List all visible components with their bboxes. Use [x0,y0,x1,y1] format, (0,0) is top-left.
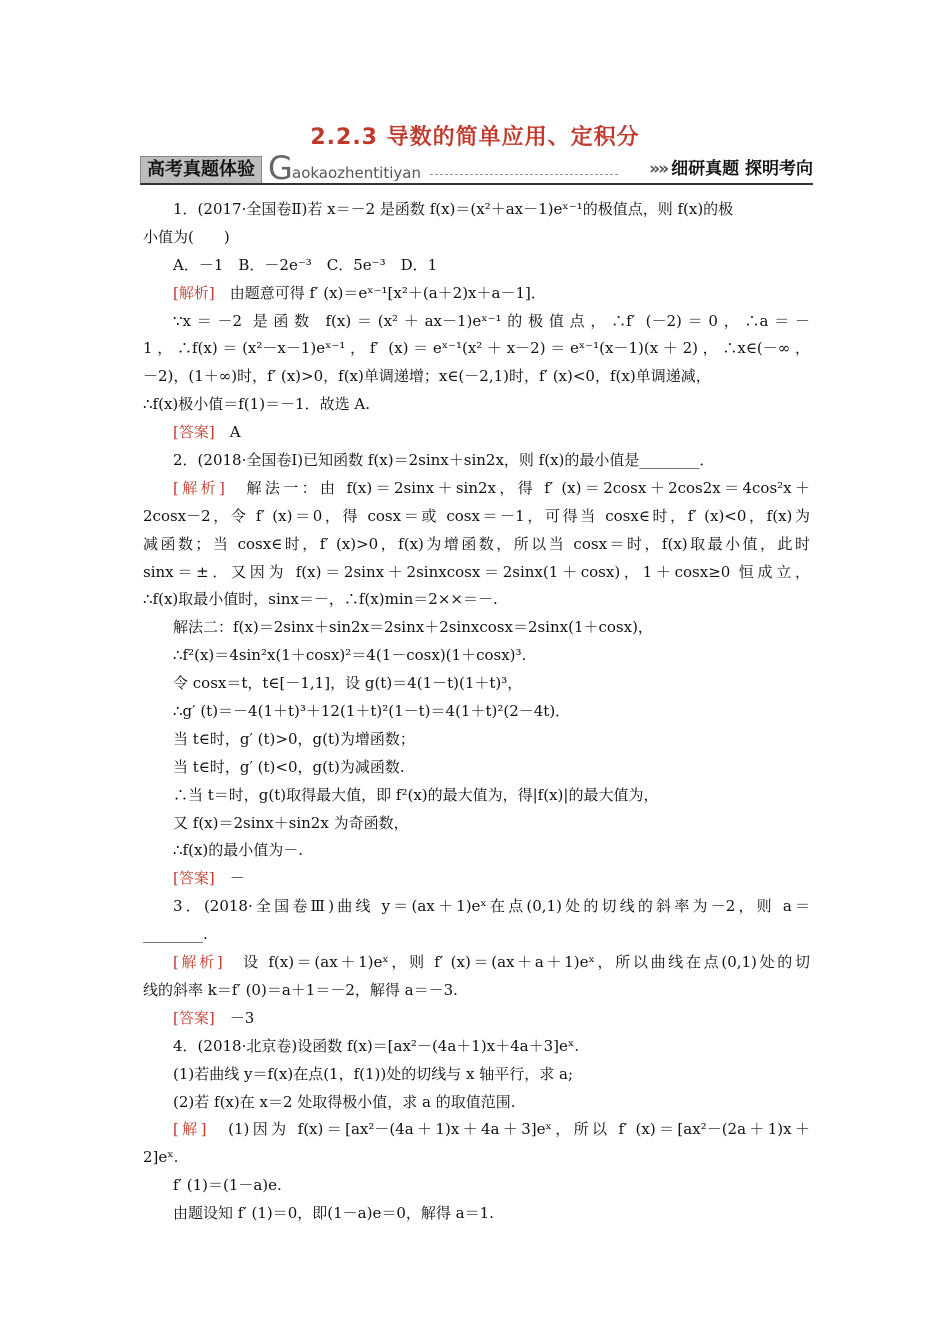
label-analysis: [解析] [173,478,225,497]
text-line [143,391,810,419]
line-text: 2．(2018·全国卷Ⅰ)已知函数 f(x)＝2sinx＋sin2x，则 f(x)的最小值是________． [173,451,715,470]
text-line [143,1033,810,1061]
text-line [143,614,810,642]
line-text: 当 t∈时，g′ (t)>0，g(t)为增函数； [173,729,415,748]
banner-right [649,158,813,180]
line-text: 2cosx－2，令 f′ (x)＝0，得 cosx＝或 cosx＝－1，可得当 cosx∈时，f′ (x)<0，f(x)为 [143,506,810,525]
text-line [143,224,810,252]
text-line [143,1172,810,1200]
line-text: ∴当 t＝时，g(t)取得最大值，即 f²(x)的最大值为，得|f(x)|的最大值为， [173,785,659,804]
text-line [143,837,810,865]
text-line [143,1144,810,1172]
section-banner [140,149,813,187]
text-line [143,363,810,391]
line-text: 由题设知 f′ (1)＝0，即(1－a)e＝0，解得 a＝1. [173,1204,494,1223]
banner-underline [140,183,813,185]
text-line [143,726,810,754]
label-solution: [解] [173,1120,207,1139]
section-title: 2.2.3 导数的简单应用、定积分 [310,125,640,150]
text-line [143,308,810,336]
label-analysis: [解析] [173,953,223,972]
line-text: － [214,869,245,888]
banner-dashed-line [430,174,618,175]
text-line [143,865,810,893]
line-text: 令 cosx＝t，t∈[－1,1]，设 g(t)＝4(1－t)(1＋t)³， [173,674,523,693]
document-body [143,196,810,1228]
text-line [143,977,810,1005]
line-text: 1．(2017·全国卷Ⅱ)若 x＝－2 是函数 f(x)＝(x²＋ax－1)eˣ⁻¹的极值点，则 f(x)的极 [173,200,734,218]
line-text: ________. [143,925,208,944]
line-text: 小值为( ) [143,227,230,246]
text-line [143,1005,810,1033]
line-text: A．－1 B．－2e⁻³ C．5e⁻³ D．1 [173,255,438,274]
chevron-right-icon: »» [649,159,668,179]
text-line [143,698,810,726]
line-text: 又 f(x)＝2sinx＋sin2x 为奇函数， [173,813,409,832]
line-text: 减函数；当 cosx∈时，f′ (x)>0，f(x)为增函数，所以当 cosx＝时，f(x)取最小值，此时 [143,534,810,553]
line-text: (1)若曲线 y＝f(x)在点(1，f(1))处的切线与 x 轴平行，求 a; [173,1064,574,1083]
banner-pinyin: aokaozhentitiyan [292,164,421,182]
line-text: 线的斜率 k＝f′ (0)＝a＋1＝－2，解得 a＝－3. [143,980,458,999]
line-text: 当 t∈时，g′ (t)<0，g(t)为减函数. [173,757,405,776]
line-text: 由题意可得 f′ (x)＝eˣ⁻¹[x²＋(a＋2)x＋a－1]． [214,283,546,302]
text-line [143,586,810,614]
text-line [143,280,810,308]
line-text: ∴f(x)取最小值时，sinx＝－，∴f(x)min＝2××＝－. [143,590,498,609]
line-text: (2)若 f(x)在 x＝2 处取得极小值，求 a 的取值范围. [173,1092,516,1111]
line-text: －2)，(1＋∞)时，f′ (x)>0，f(x)单调递增；x∈(－2,1)时，f′ (x)<0，f(x)单调递减， [143,367,711,386]
line-text: 解法一：由 f(x)＝2sinx＋sin2x，得 f′ (x)＝2cosx＋2cos2x＝4cos²x＋ [224,478,810,497]
line-text: ∵x＝－2 是函数 f(x)＝(x²＋ax－1)eˣ⁻¹的极值点，∴f′ (－2)＝0，∴a＝－ [173,311,810,330]
label-answer: [答案] [173,869,215,888]
text-line [143,1200,810,1228]
line-text: 3．(2018·全国卷Ⅲ)曲线 y＝(ax＋1)eˣ在点(0,1)处的切线的斜率为－2，则 a＝ [173,897,810,916]
label-analysis: [解析] [173,283,215,302]
text-line [143,810,810,838]
text-line [143,559,810,587]
line-text: ∴f(x)的最小值为－. [173,841,304,860]
line-text: ∴f(x)极小值＝f(1)＝－1．故选 A. [143,395,370,414]
line-text: 解法二：f(x)＝2sinx＋sin2x＝2sinx＋2sinxcosx＝2sinx(1＋cosx)， [173,618,653,637]
text-line [143,949,810,977]
text-line [143,252,810,280]
line-text: A [214,423,241,442]
line-text: 4．(2018·北京卷)设函数 f(x)＝[ax²－(4a＋1)x＋4a＋3]eˣ. [173,1036,580,1055]
label-answer: [答案] [173,423,215,442]
text-line [143,754,810,782]
text-line [143,642,810,670]
line-text: f′ (1)＝(1－a)e. [173,1176,282,1195]
text-line [143,447,810,475]
line-text: ∴f²(x)＝4sin²x(1＋cosx)²＝4(1－cosx)(1＋cosx)³. [173,646,527,665]
text-line [143,196,810,224]
text-line [143,531,810,559]
label-answer: [答案] [173,1008,215,1027]
line-text: (1)因为 f(x)＝[ax²－(4a＋1)x＋4a＋3]eˣ，所以 f′ (x)＝[ax²－(2a＋1)x＋ [206,1120,810,1139]
text-line [143,1089,810,1117]
banner-right-label: 细研真题 探明考向 [671,159,813,179]
text-line [143,1061,810,1089]
text-line [143,475,810,503]
text-line [143,893,810,921]
line-text: －3 [214,1008,255,1027]
text-line [143,921,810,949]
text-line [143,670,810,698]
line-text: ∴g′ (t)＝－4(1＋t)³＋12(1＋t)²(1－t)＝4(1＋t)²(2－4t)． [173,702,571,721]
line-text: 设 f(x)＝(ax＋1)eˣ，则 f′ (x)＝(ax＋a＋1)eˣ，所以曲线在点(0,1)处的切 [222,953,810,972]
banner-g-letter: G [268,149,293,187]
text-line [143,419,810,447]
line-text: 1，∴f(x)＝(x²－x－1)eˣ⁻¹，f′ (x)＝eˣ⁻¹(x²＋x－2)＝eˣ⁻¹(x－1)(x＋2)，∴x∈(－∞， [143,339,810,358]
text-line [143,503,810,531]
line-text: 2]eˣ. [143,1148,179,1167]
line-text: sinx＝±．又因为 f(x)＝2sinx＋2sinxcosx＝2sinx(1＋cosx)，1＋cosx≥0 恒成立， [143,562,810,581]
banner-label: 高考真题体验 [140,156,262,184]
text-line [143,782,810,810]
text-line [143,1116,810,1144]
text-line [143,335,810,363]
